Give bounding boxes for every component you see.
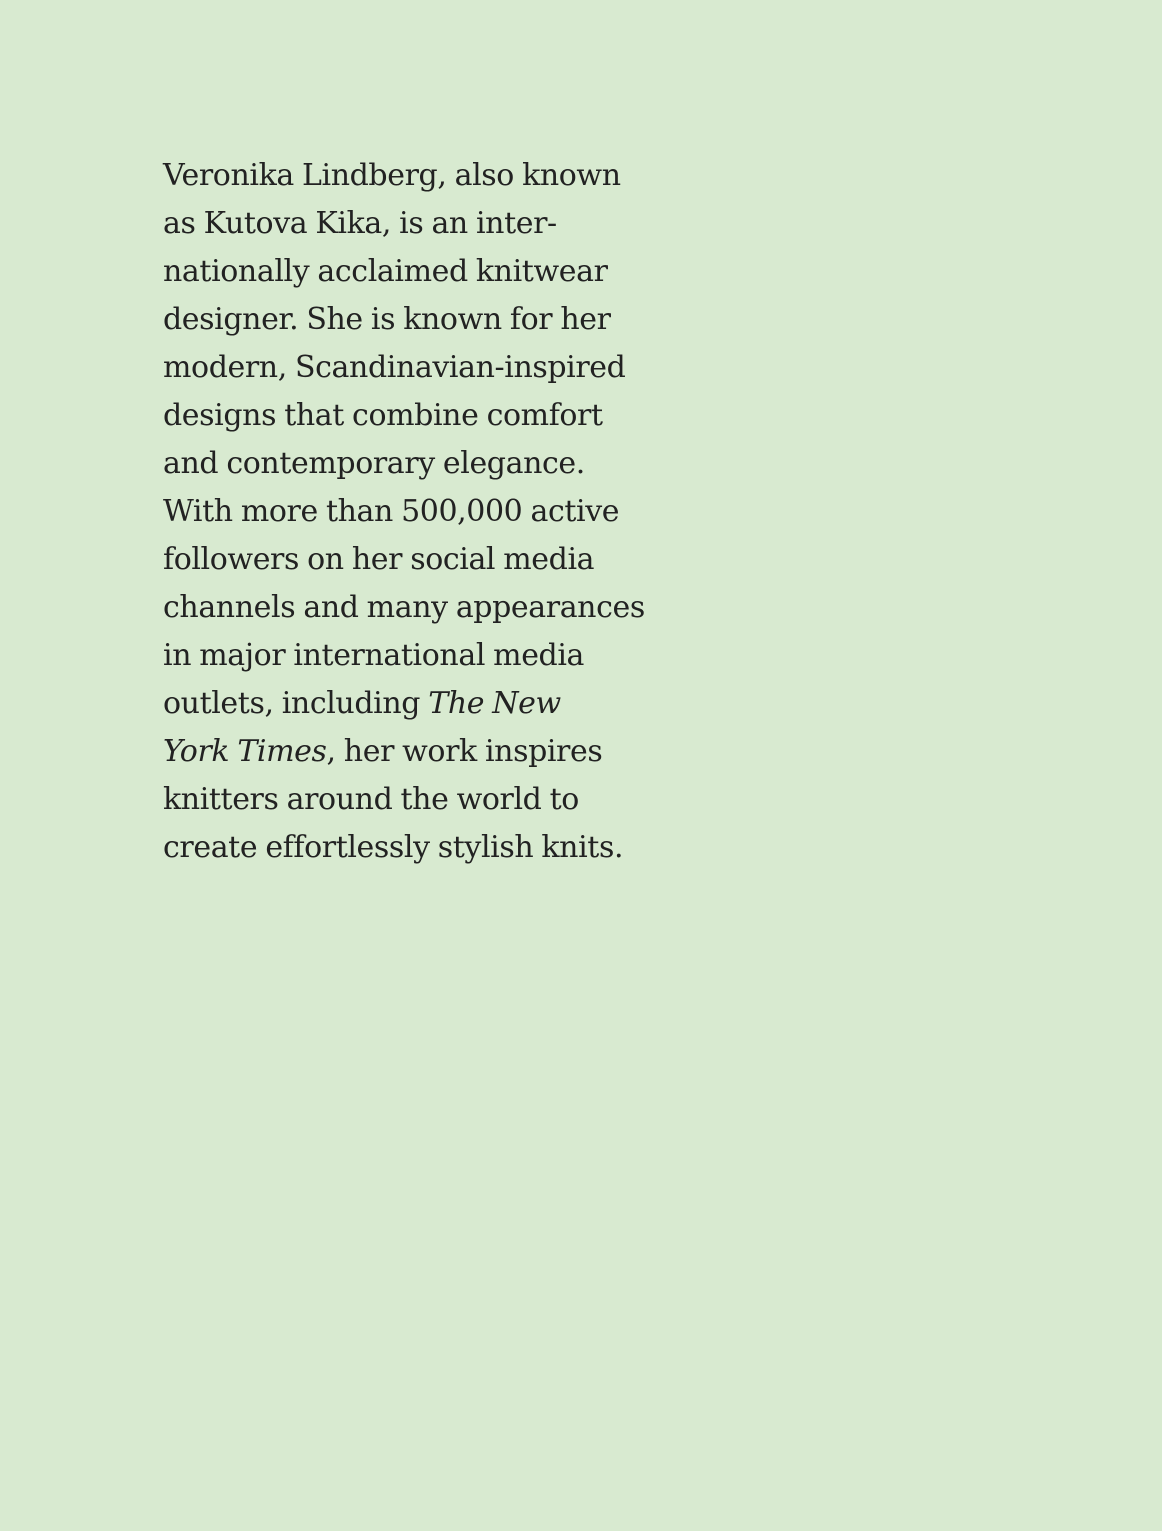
bio-paragraph [163, 152, 683, 872]
bio-line-8: With more than 500,000 active [163, 494, 620, 529]
publication-title-part-1: The New [428, 686, 561, 721]
publication-title-part-2: York Times [163, 734, 327, 769]
bio-line-4: designer. She is known for her [163, 302, 611, 337]
bio-line-7: and contemporary elegance. [163, 446, 585, 481]
bio-line-10: channels and many appearances [163, 590, 645, 625]
bio-line-3: nationally acclaimed knitwear [163, 254, 608, 289]
bio-line-9: followers on her social media [163, 542, 595, 577]
bio-line-15: create effortlessly stylish knits. [163, 830, 624, 865]
bio-line-13 [163, 728, 683, 776]
bio-line-13-text: , her work inspires [326, 734, 603, 769]
bio-line-11: in major international media [163, 638, 585, 673]
bio-line-12 [163, 680, 683, 728]
bio-line-6: designs that combine comfort [163, 398, 603, 433]
bio-line-14: knitters around the world to [163, 782, 579, 817]
bio-line-2: as Kutova Kika, is an inter- [163, 206, 557, 241]
bio-line-1: Veronika Lindberg, also known [163, 158, 621, 193]
bio-line-5: modern, Scandinavian-inspired [163, 350, 626, 385]
bio-line-12-text: outlets, including [163, 686, 429, 721]
